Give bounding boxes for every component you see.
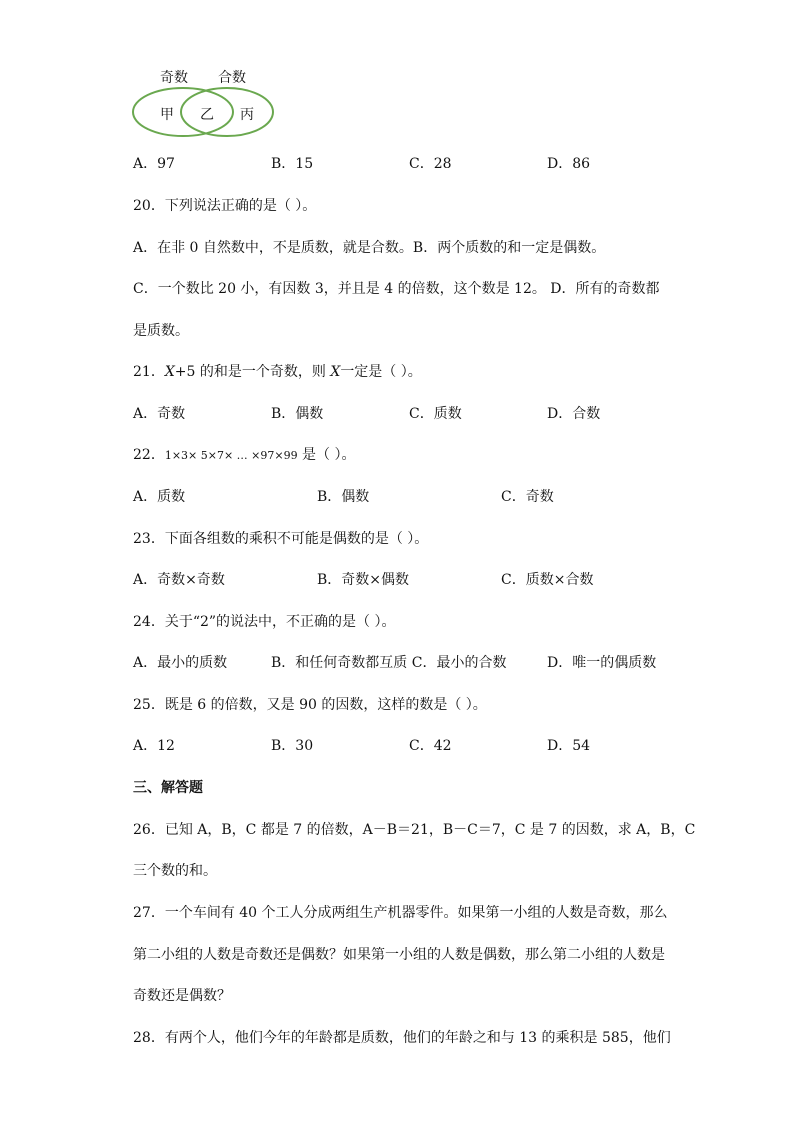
- venn-diagram: [130, 62, 280, 142]
- q28-line-1: 28．有两个人，他们今年的年龄都是质数，他们的年龄之和与 13 的乘积是 585，他们: [133, 1030, 671, 1046]
- q25-stem: 25．既是 6 的倍数，又是 90 的因数，这样的数是（ ）。: [133, 697, 487, 713]
- q22-option-a[interactable]: A．质数: [133, 489, 186, 505]
- q25-options: [133, 737, 693, 755]
- q20-stem: 20．下列说法正确的是（ ）。: [133, 198, 317, 214]
- q19-options: [133, 155, 693, 173]
- q19-option-d[interactable]: D．86: [547, 156, 591, 172]
- q21-option-c[interactable]: C．质数: [409, 406, 462, 422]
- q21-options: [133, 405, 693, 423]
- label-odd-numbers: 奇数: [160, 70, 188, 86]
- section-heading-answer-questions: 三、解答题: [133, 780, 203, 796]
- q23-options: [133, 571, 693, 589]
- q21-tail: 一定是（ ）。: [340, 364, 422, 380]
- q23-option-a[interactable]: A．奇数×奇数: [133, 572, 225, 588]
- q21-option-a[interactable]: A．奇数: [133, 406, 186, 422]
- q21-variable-2: X: [330, 364, 341, 380]
- q23-option-c[interactable]: C．质数×合数: [501, 572, 594, 588]
- q24-option-bc[interactable]: B．和任何奇数都互质 C．最小的合数: [271, 655, 507, 671]
- q20-line-1: A．在非 0 自然数中，不是质数，就是合数。B．两个质数的和一定是偶数。: [133, 240, 606, 256]
- venn-circles: [130, 62, 280, 142]
- circle-composite: [181, 88, 273, 136]
- q19-option-a[interactable]: A．97: [133, 156, 175, 172]
- q27-line-2: 第二小组的人数是奇数还是偶数？如果第一小组的人数是偶数，那么第二小组的人数是: [133, 947, 665, 963]
- q20-line-2: C．一个数比 20 小，有因数 3，并且是 4 的倍数，这个数是 12。 D．所有的奇数都: [133, 281, 660, 297]
- q21-option-d[interactable]: D．合数: [547, 406, 601, 422]
- q24-option-d[interactable]: D．唯一的偶质数: [547, 655, 657, 671]
- q24-option-a[interactable]: A．最小的质数: [133, 655, 228, 671]
- q23-option-b[interactable]: B．奇数×偶数: [317, 572, 410, 588]
- region-bing: 丙: [240, 107, 254, 123]
- q21-number: 21．: [133, 364, 165, 380]
- q22-tail: 是（ ）。: [297, 447, 356, 463]
- q22-option-b[interactable]: B．偶数: [317, 489, 370, 505]
- q21-variable: X: [164, 364, 175, 380]
- region-yi: 乙: [200, 107, 214, 123]
- q27-line-1: 27．一个车间有 40 个工人分成两组生产机器零件。如果第一小组的人数是奇数，那么: [133, 905, 668, 921]
- q24-stem: 24．关于“2”的说法中，不正确的是（ ）。: [133, 614, 396, 630]
- q22-option-c[interactable]: C．奇数: [501, 489, 554, 505]
- q22-number: 22．: [133, 447, 165, 463]
- q25-option-d[interactable]: D．54: [547, 738, 591, 754]
- label-composite-numbers: 合数: [218, 70, 246, 86]
- q22-expression: 1×3× 5×7× … ×97×99: [164, 449, 298, 462]
- region-jia: 甲: [160, 107, 174, 123]
- q26-line-1: 26．已知 A，B，C 都是 7 的倍数，A－B＝21，B－C＝7，C 是 7 的因数，求 A，B，C: [133, 822, 696, 838]
- q25-option-a[interactable]: A．12: [133, 738, 175, 754]
- q21-middle: +5 的和是一个奇数，则: [174, 364, 331, 380]
- q24-options: [133, 654, 693, 672]
- q22-stem: [133, 446, 356, 465]
- q23-stem: 23．下面各组数的乘积不可能是偶数的是（ ）。: [133, 531, 429, 547]
- q26-line-2: 三个数的和。: [133, 863, 217, 879]
- q21-option-b[interactable]: B．偶数: [271, 406, 324, 422]
- q19-option-b[interactable]: B．15: [271, 156, 314, 172]
- q27-line-3: 奇数还是偶数？: [133, 988, 231, 1004]
- q19-option-c[interactable]: C．28: [409, 156, 452, 172]
- q20-line-3: 是质数。: [133, 323, 189, 339]
- q25-option-b[interactable]: B．30: [271, 738, 314, 754]
- circle-odd: [133, 88, 233, 136]
- q21-stem: [133, 363, 422, 381]
- q22-options: [133, 488, 693, 506]
- q25-option-c[interactable]: C．42: [409, 738, 452, 754]
